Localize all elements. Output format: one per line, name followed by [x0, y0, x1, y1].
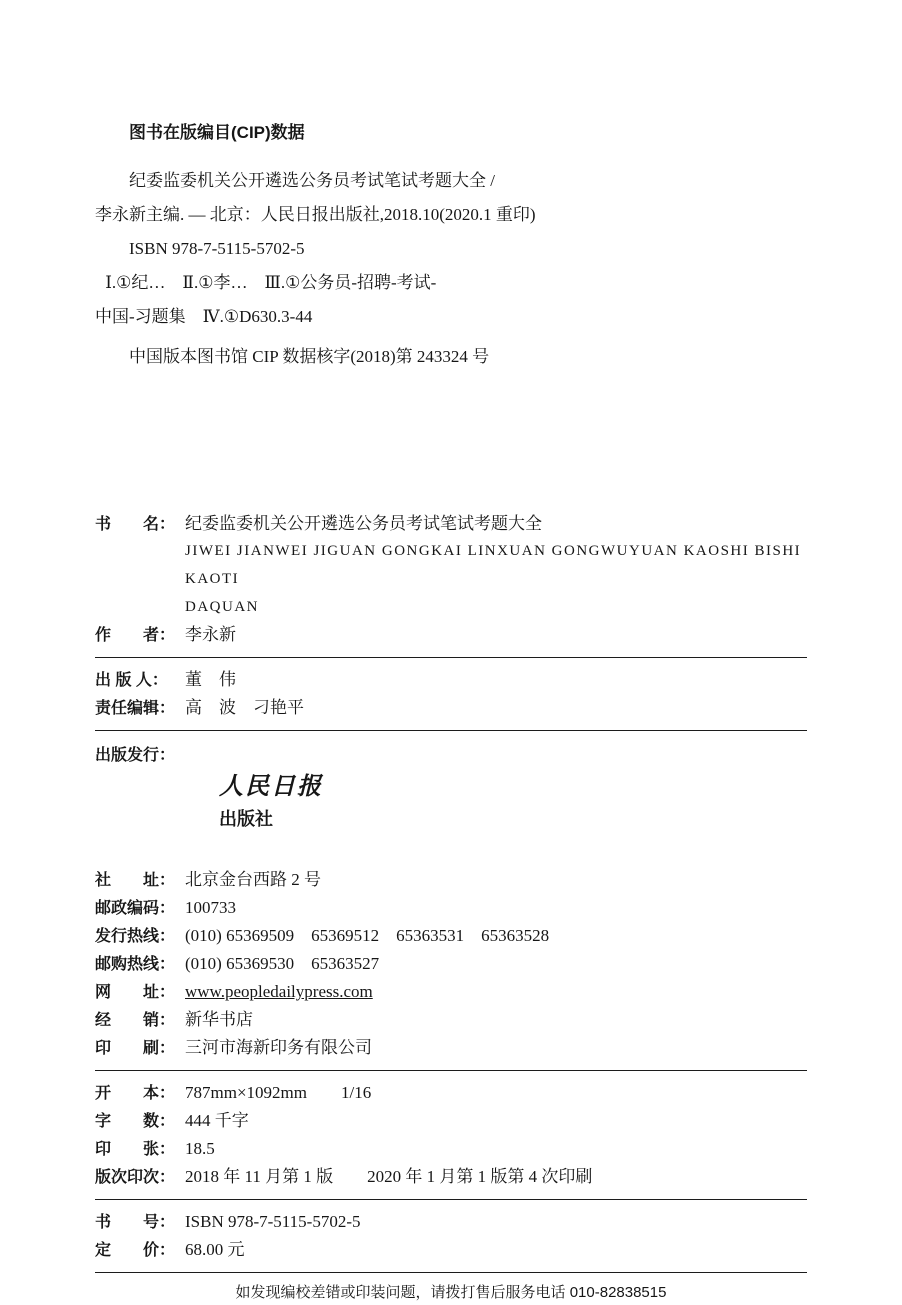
cip-classification-line1: Ⅰ.①纪… Ⅱ.①李… Ⅲ.①公务员-招聘-考试-: [105, 273, 437, 292]
editor-value: 高 波 刁艳平: [185, 698, 304, 717]
colophon-row-format: [95, 1079, 807, 1107]
cip-publisher-line: 李永新主编. — 北京：人民日报出版社,2018.10(2020.1 重印): [95, 205, 536, 224]
colophon-row-sales-hotline: [95, 922, 807, 950]
colophon-row-author: [95, 621, 807, 649]
publishing-value: [185, 739, 323, 866]
mail-hotline-label: 邮购热线：: [95, 956, 176, 973]
sales-hotline-value: (010) 65369509 65369512 65363531 65363528: [185, 926, 550, 945]
colophon-row-mail-hotline: [95, 950, 807, 978]
printing-label: 印 刷：: [95, 1040, 176, 1057]
colophon-row-address: [95, 866, 807, 894]
format-value: 787mm×1092mm 1/16: [185, 1083, 372, 1102]
author-label: 作 者：: [95, 627, 176, 644]
colophon-row-book-number: [95, 1208, 807, 1236]
colophon-row-publishing-house: [95, 739, 807, 866]
publishing-house-suffix: 出版社: [219, 809, 273, 829]
cip-isbn-line: ISBN 978-7-5115-5702-5: [129, 239, 305, 258]
sheets-label: 印 张：: [95, 1141, 176, 1158]
website-label: 网 址：: [95, 984, 176, 1001]
publisher-person-label: 出 版 人：: [95, 672, 168, 689]
author-value: 李永新: [185, 625, 236, 644]
address-label: 社 址：: [95, 872, 176, 889]
colophon-row-website: [95, 978, 807, 1006]
colophon-row-book-title: [95, 510, 807, 621]
mail-hotline-value: (010) 65369530 65363527: [185, 954, 380, 973]
printing-value: 三河市海新印务有限公司: [185, 1038, 372, 1057]
postcode-label: 邮政编码：: [95, 900, 176, 917]
divider: [95, 730, 807, 731]
people-daily-press-logo: 人民日报: [219, 771, 323, 800]
distribution-label: 经 销：: [95, 1012, 176, 1029]
publishing-label: 出版发行：: [95, 747, 176, 764]
price-label: 定 价：: [95, 1242, 176, 1259]
colophon-row-edition: [95, 1163, 807, 1191]
cip-section: [95, 116, 807, 374]
sheets-value: 18.5: [185, 1139, 215, 1158]
book-title-pinyin-line2: DAQUAN: [185, 599, 259, 615]
colophon-row-editor: [95, 694, 807, 722]
word-count-value: 444 千字: [185, 1111, 249, 1130]
book-number-label: 书 号：: [95, 1214, 176, 1231]
book-title-value: 纪委监委机关公开遴选公务员考试笔试考题大全: [185, 514, 542, 533]
colophon-row-postcode: [95, 894, 807, 922]
book-title-label: 书 名：: [95, 516, 176, 533]
website-url: www.peopledailypress.com: [185, 982, 373, 1001]
after-sales-service-note: 如发现编校差错或印装问题，请拨打售后服务电话 010-82838515: [235, 1284, 667, 1301]
cip-classification-line2: 中国-习题集 Ⅳ.①D630.3-44: [95, 307, 313, 326]
divider: [95, 1272, 807, 1273]
divider: [95, 657, 807, 658]
colophon-row-word-count: [95, 1107, 807, 1135]
cip-record-number: 中国版本图书馆 CIP 数据核字(2018)第 243324 号: [129, 347, 490, 366]
address-value: 北京金台西路 2 号: [185, 870, 321, 889]
colophon-row-sheets: [95, 1135, 807, 1163]
colophon-row-printing: [95, 1034, 807, 1062]
format-label: 开 本：: [95, 1085, 176, 1102]
publisher-person-value: 董 伟: [185, 670, 236, 689]
sales-hotline-label: 发行热线：: [95, 928, 176, 945]
word-count-label: 字 数：: [95, 1113, 176, 1130]
divider: [95, 1070, 807, 1071]
divider: [95, 1199, 807, 1200]
colophon-row-publisher-person: [95, 666, 807, 694]
cip-heading: 图书在版编目(CIP)数据: [129, 123, 305, 142]
book-title-value-block: [185, 510, 807, 621]
edition-value: 2018 年 11 月第 1 版 2020 年 1 月第 1 版第 4 次印刷: [185, 1167, 593, 1186]
editor-label: 责任编辑：: [95, 700, 176, 717]
book-title-pinyin-line1: JIWEI JIANWEI JIGUAN GONGKAI LINXUAN GONGWUYUAN KAOSHI BISHI KAOTI: [185, 543, 807, 587]
edition-label: 版次印次：: [95, 1169, 176, 1186]
price-value: 68.00 元: [185, 1240, 245, 1259]
distribution-value: 新华书店: [185, 1010, 253, 1029]
colophon-section: [95, 510, 807, 1305]
colophon-row-distribution: [95, 1006, 807, 1034]
postcode-value: 100733: [185, 898, 236, 917]
colophon-row-price: [95, 1236, 807, 1264]
book-number-value: ISBN 978-7-5115-5702-5: [185, 1212, 361, 1231]
cip-title-line: 纪委监委机关公开遴选公务员考试笔试考题大全 /: [129, 171, 495, 190]
